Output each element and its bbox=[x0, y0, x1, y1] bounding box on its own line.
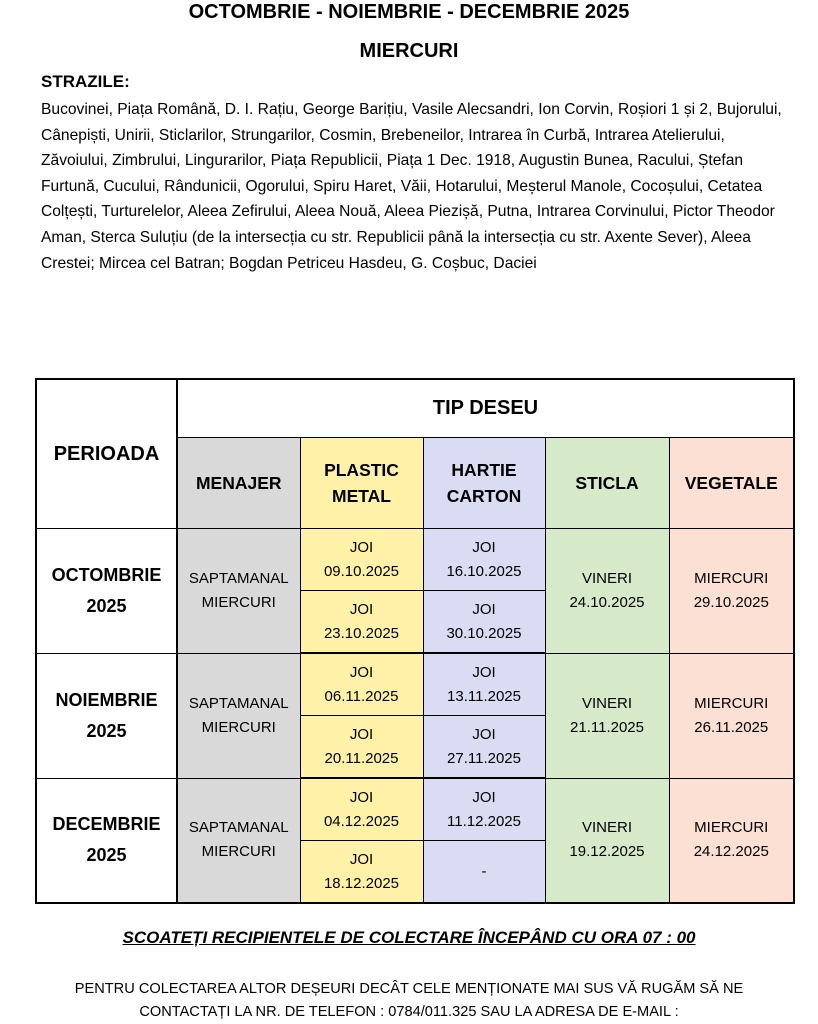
page-title: OCTOMBRIE - NOIEMBRIE - DECEMBRIE 2025 bbox=[188, 1, 630, 23]
hartie-date-cell-empty: - bbox=[423, 841, 545, 904]
vegetale-date-cell: MIERCURI 29.10.2025 bbox=[669, 529, 794, 654]
table-row bbox=[36, 529, 794, 591]
vegetale-date-cell: MIERCURI 26.11.2025 bbox=[669, 653, 794, 778]
plastic-date-cell: JOI 18.12.2025 bbox=[300, 841, 423, 904]
vegetale-date-cell: MIERCURI 24.12.2025 bbox=[669, 778, 794, 903]
plastic-date-cell: JOI 23.10.2025 bbox=[300, 591, 423, 654]
collection-time-notice: SCOATEȚI RECIPIENTELE DE COLECTARE ÎNCEPÂND CU ORA 07 : 00 bbox=[122, 928, 696, 947]
waste-type-header: TIP DESEU bbox=[177, 379, 794, 438]
streets-list: Bucovinei, Piața Română, D. I. Rațiu, George Barițiu, Vasile Alecsandri, Ion Corvin, Roșiori 1 și 2, Bujorului, Cânepiști, Unirii, Sticlarilor, Strungarilor, Cosmin, Brebeneilor, Intrarea în Curbă, Intrarea Atelierului, Zăvoiului, Zimbrului, Lingurarilor, Piața Republicii, Piața 1 Dec. 1918, Augustin Bunea, Racului, Ștefan Furtună, Cucului, Rândunicii, Ogorului, Spiru Haret, Văii, Hotarului, Meșterul Manole, Cocoșului, Cetatea Colțești, Turturelelor, Aleea Zefirului, Aleea Nouă, Aleea Piezișă, Putna, Intrarea Corvinului, Pictor Theodor Aman, Sterca Suluțiu (de la intersecția cu str. Republicii până la intersecția cu str. Axente Sever), Aleea Crestei; Mircea cel Batran; Bogdan Petriceu Hasdeu, G. Coșbuc, Daciei bbox=[41, 101, 782, 272]
plastic-date-cell: JOI 06.11.2025 bbox=[300, 653, 423, 716]
column-header-hartie-carton: HARTIE CARTON bbox=[423, 438, 545, 529]
column-header-plastic-metal: PLASTIC METAL bbox=[300, 438, 423, 529]
waste-schedule-table bbox=[35, 378, 795, 904]
plastic-date-cell: JOI 09.10.2025 bbox=[300, 529, 423, 591]
column-header-menajer: MENAJER bbox=[177, 438, 300, 529]
sticla-date-cell: VINERI 21.11.2025 bbox=[545, 653, 669, 778]
menajer-cell: SAPTAMANAL MIERCURI bbox=[177, 778, 300, 903]
period-header: PERIOADA bbox=[36, 379, 177, 529]
collection-day: MIERCURI bbox=[359, 40, 459, 62]
column-header-sticla: STICLA bbox=[545, 438, 669, 529]
period-cell: NOIEMBRIE 2025 bbox=[36, 653, 177, 778]
table-row bbox=[36, 653, 794, 716]
menajer-cell: SAPTAMANAL MIERCURI bbox=[177, 529, 300, 654]
sticla-date-cell: VINERI 19.12.2025 bbox=[545, 778, 669, 903]
contact-info bbox=[20, 978, 798, 1024]
plastic-date-cell: JOI 20.11.2025 bbox=[300, 716, 423, 779]
hartie-date-cell: JOI 30.10.2025 bbox=[423, 591, 545, 654]
contact-line-1: PENTRU COLECTAREA ALTOR DEȘEURI DECÂT CELE MENȚIONATE MAI SUS VĂ RUGĂM SĂ NE bbox=[74, 981, 744, 997]
contact-line-2: CONTACTAȚI LA NR. DE TELEFON : 0784/011.325 SAU LA ADRESA DE E-MAIL : bbox=[139, 1004, 679, 1020]
hartie-date-cell: JOI 27.11.2025 bbox=[423, 716, 545, 779]
period-cell: DECEMBRIE 2025 bbox=[36, 778, 177, 903]
hartie-date-cell: JOI 13.11.2025 bbox=[423, 653, 545, 716]
menajer-cell: SAPTAMANAL MIERCURI bbox=[177, 653, 300, 778]
streets-heading: STRAZILE: bbox=[41, 72, 130, 91]
column-header-vegetale: VEGETALE bbox=[669, 438, 794, 529]
sticla-date-cell: VINERI 24.10.2025 bbox=[545, 529, 669, 654]
hartie-date-cell: JOI 16.10.2025 bbox=[423, 529, 545, 591]
table-row bbox=[36, 778, 794, 841]
plastic-date-cell: JOI 04.12.2025 bbox=[300, 778, 423, 841]
period-cell: OCTOMBRIE 2025 bbox=[36, 529, 177, 654]
hartie-date-cell: JOI 11.12.2025 bbox=[423, 778, 545, 841]
